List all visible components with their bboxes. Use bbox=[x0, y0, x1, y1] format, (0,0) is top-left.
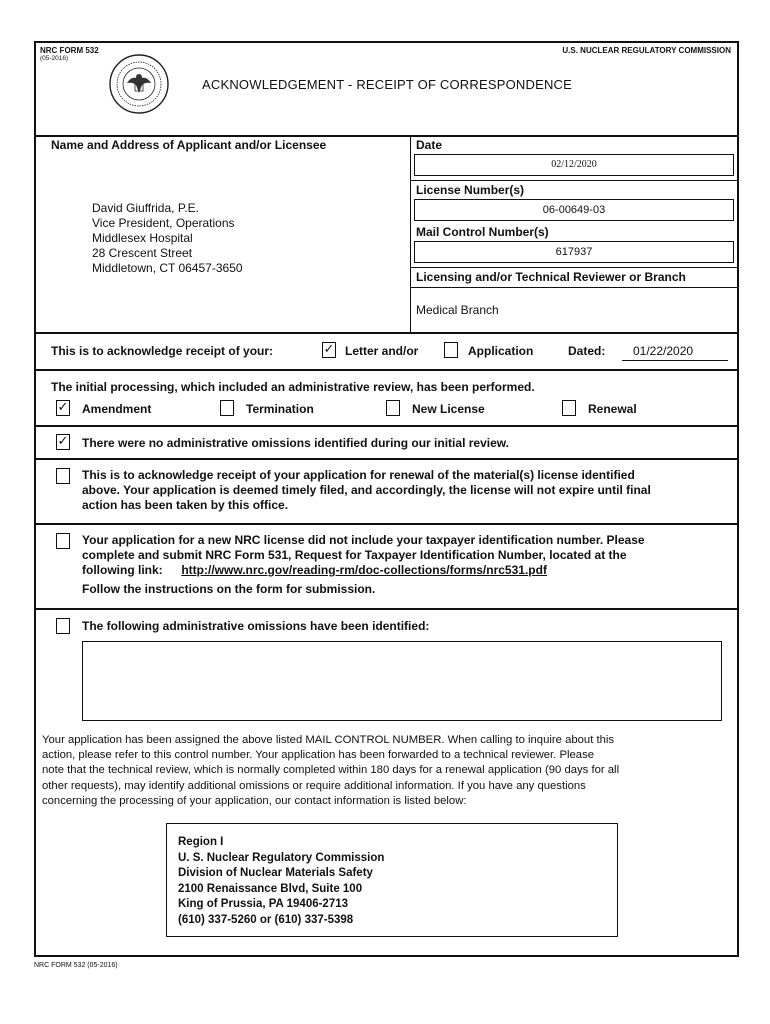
application-checkbox[interactable] bbox=[444, 342, 458, 358]
date-label: Date bbox=[416, 138, 443, 152]
omissions-textarea[interactable] bbox=[82, 641, 722, 721]
acknowledgement-form bbox=[34, 41, 739, 957]
renewal-line: action has been taken by this office. bbox=[82, 498, 289, 512]
contact-box bbox=[166, 823, 618, 937]
footer-form-id: NRC FORM 532 (05-2016) bbox=[34, 962, 118, 969]
mail-control-label: Mail Control Number(s) bbox=[416, 225, 549, 239]
nrc-seal-icon bbox=[108, 53, 170, 115]
contact-division: Division of Nuclear Materials Safety bbox=[178, 867, 373, 879]
license-label: License Number(s) bbox=[416, 183, 525, 197]
receipt-prefix: This is to acknowledge receipt of your: bbox=[51, 344, 274, 358]
notice-paragraph bbox=[42, 733, 738, 809]
renewal-line: above. Your application is deemed timely filed, and accordingly, the license will not expire until final bbox=[82, 483, 651, 497]
processing-statement: The initial processing, which included an administrative review, has been performed. bbox=[51, 380, 535, 394]
notice-line: note that the technical review, which is normally completed within 180 days for a renewal application (90 days for all bbox=[42, 764, 620, 777]
divider bbox=[36, 135, 737, 137]
mail-control-value: 617937 bbox=[555, 246, 593, 258]
divider bbox=[410, 136, 411, 332]
divider bbox=[410, 180, 737, 181]
amendment-label: Amendment bbox=[82, 402, 152, 416]
notice-line: other requests), may identify additional omissions or require additional information. If you have any questions bbox=[42, 779, 586, 792]
notice-line: concerning the processing of your application, our contact information is listed below: bbox=[42, 794, 467, 807]
contact-region: Region I bbox=[178, 836, 224, 848]
notice-line: action, please refer to this control number. Your application has been forwarded to a technical reviewer. Please bbox=[42, 749, 594, 762]
taxpayer-line: Your application for a new NRC license did not include your taxpayer identification number. Please bbox=[82, 533, 645, 547]
dated-label: Dated: bbox=[568, 344, 606, 358]
contact-address2: King of Prussia, PA 19406-2713 bbox=[178, 898, 349, 910]
divider bbox=[410, 267, 737, 268]
no-omissions-text: There were no administrative omissions identified during our initial review. bbox=[82, 436, 509, 450]
letter-label: Letter and/or bbox=[345, 344, 419, 358]
contact-phone: (610) 337-5260 or (610) 337-5398 bbox=[178, 913, 354, 926]
license-number-value: 06-00649-03 bbox=[542, 204, 606, 216]
new-license-checkbox[interactable] bbox=[386, 400, 400, 416]
renewal-checkbox[interactable] bbox=[562, 400, 576, 416]
form-revision: (05-2016) bbox=[40, 55, 69, 62]
letter-checkbox[interactable]: ✓ bbox=[323, 342, 335, 357]
amendment-checkbox[interactable]: ✓ bbox=[57, 400, 69, 415]
applicant-label: Name and Address of Applicant and/or Licensee bbox=[51, 138, 327, 152]
termination-label: Termination bbox=[246, 402, 314, 416]
notice-line: Your application has been assigned the above listed MAIL CONTROL NUMBER. When calling to inquire about this bbox=[42, 734, 615, 746]
renewal-ack-checkbox[interactable] bbox=[56, 468, 70, 484]
applicant-organization: Middlesex Hospital bbox=[92, 231, 193, 245]
applicant-address bbox=[92, 201, 243, 276]
date-field[interactable] bbox=[414, 154, 734, 176]
license-number-field[interactable] bbox=[414, 199, 734, 221]
taxpayer-line: Follow the instructions on the form for submission. bbox=[82, 582, 376, 596]
contact-address1: 2100 Renaissance Blvd, Suite 100 bbox=[178, 882, 363, 895]
applicant-name: David Giuffrida, P.E. bbox=[92, 201, 199, 215]
taxpayer-statement bbox=[82, 533, 645, 597]
form-id: NRC FORM 532 bbox=[40, 46, 99, 55]
divider bbox=[36, 458, 737, 460]
omissions-label: The following administrative omissions have been identified: bbox=[82, 619, 430, 633]
mail-control-field[interactable] bbox=[414, 241, 734, 263]
reviewer-value: Medical Branch bbox=[416, 303, 499, 317]
no-omissions-checkbox[interactable]: ✓ bbox=[57, 434, 69, 449]
contact-agency: U. S. Nuclear Regulatory Commission bbox=[178, 851, 385, 864]
applicant-city: Middletown, CT 06457-3650 bbox=[92, 261, 243, 275]
termination-checkbox[interactable] bbox=[220, 400, 234, 416]
taxpayer-link-line bbox=[82, 563, 645, 578]
renewal-statement bbox=[82, 468, 651, 513]
applicant-title: Vice President, Operations bbox=[92, 216, 235, 230]
dated-underline bbox=[622, 360, 728, 361]
divider bbox=[36, 608, 737, 610]
applicant-street: 28 Crescent Street bbox=[92, 246, 193, 260]
divider bbox=[36, 332, 737, 334]
divider bbox=[36, 523, 737, 525]
dated-value: 01/22/2020 bbox=[633, 344, 694, 358]
renewal-line: This is to acknowledge receipt of your application for renewal of the material(s) license identified bbox=[82, 468, 635, 482]
application-label: Application bbox=[468, 344, 534, 358]
divider bbox=[410, 287, 737, 288]
nrc-form-531-link[interactable]: http://www.nrc.gov/reading-rm/doc-collections/forms/nrc531.pdf bbox=[181, 563, 547, 577]
divider bbox=[36, 369, 737, 371]
form-title: ACKNOWLEDGEMENT - RECEIPT OF CORRESPONDENCE bbox=[202, 77, 572, 92]
taxpayer-line: complete and submit NRC Form 531, Request for Taxpayer Identification Number, located at the bbox=[82, 548, 627, 562]
divider bbox=[36, 425, 737, 427]
taxpayer-checkbox[interactable] bbox=[56, 533, 70, 549]
renewal-label: Renewal bbox=[588, 402, 637, 416]
omissions-checkbox[interactable] bbox=[56, 618, 70, 634]
date-value: 02/12/2020 bbox=[551, 159, 597, 170]
agency-name: U.S. NUCLEAR REGULATORY COMMISSION bbox=[562, 46, 731, 55]
new-license-label: New License bbox=[412, 402, 485, 416]
taxpayer-link-prefix: following link: bbox=[82, 563, 163, 577]
reviewer-label: Licensing and/or Technical Reviewer or Branch bbox=[416, 270, 686, 284]
